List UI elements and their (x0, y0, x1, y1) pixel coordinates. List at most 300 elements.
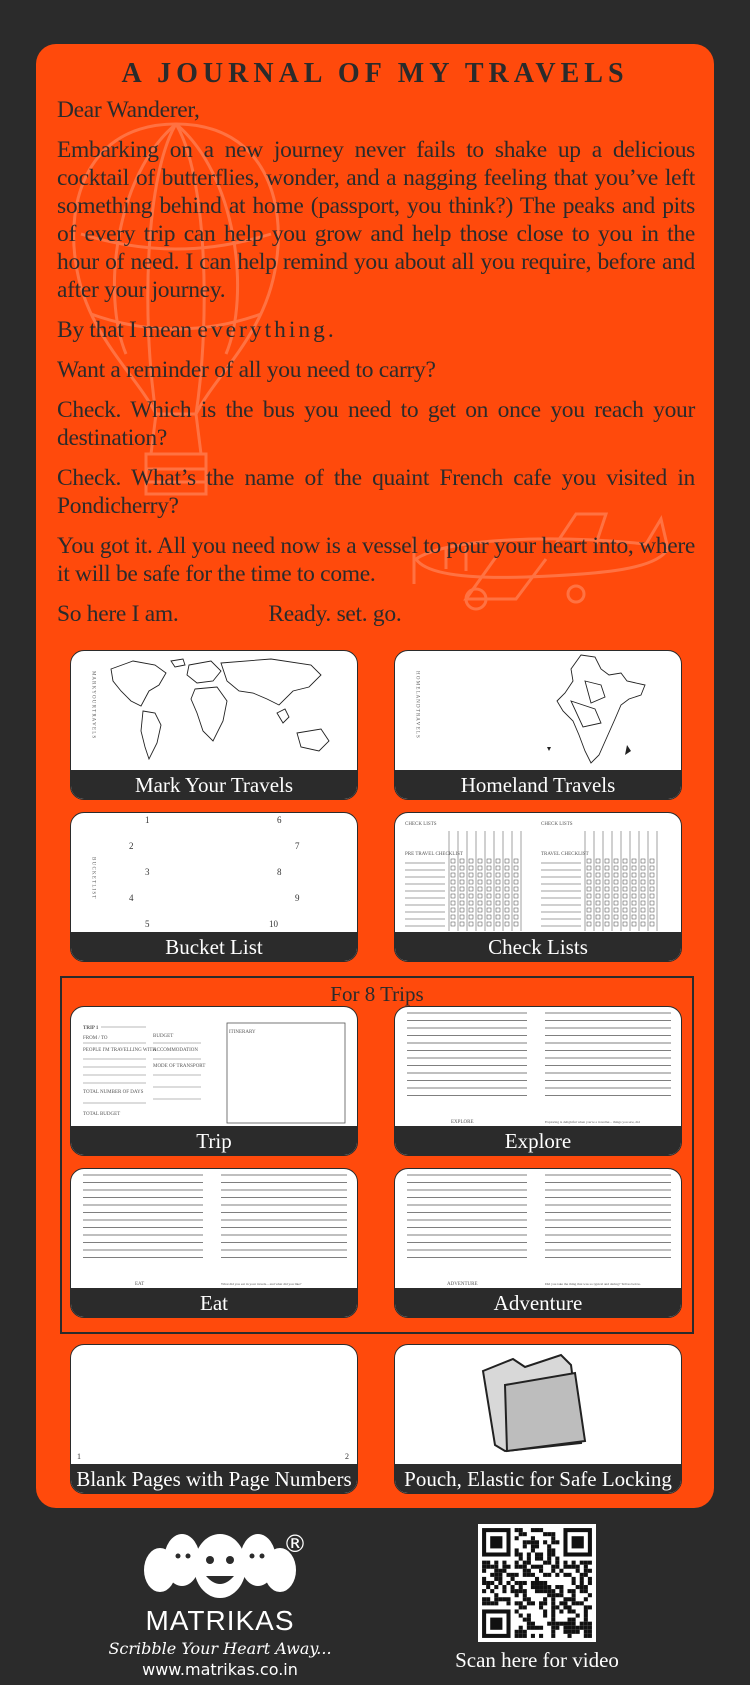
qr-module (576, 1630, 580, 1634)
qr-module (515, 1630, 519, 1634)
checkbox-icon (596, 866, 600, 870)
checkbox-icon (451, 894, 455, 898)
checkbox-icon (469, 915, 473, 919)
qr-module (539, 1605, 543, 1609)
qr-module (584, 1569, 588, 1573)
qr-module (576, 1585, 580, 1589)
checkbox-icon (487, 894, 491, 898)
checkbox-icon (650, 908, 654, 912)
checkbox-icon (496, 894, 500, 898)
qr-module (506, 1573, 510, 1577)
qr-module (543, 1589, 547, 1593)
check-lists-preview (395, 813, 681, 933)
checkbox-icon (587, 880, 591, 884)
checkbox-icon (587, 894, 591, 898)
card-homeland-travels (394, 650, 682, 800)
card-label-bucket-list: Bucket List (71, 932, 357, 961)
qr-module (568, 1609, 572, 1613)
qr-module (568, 1565, 572, 1569)
qr-module (580, 1577, 584, 1581)
qr-module (543, 1609, 547, 1613)
qr-module (539, 1569, 543, 1573)
checkbox-icon (632, 901, 636, 905)
qr-module (584, 1589, 588, 1593)
qr-module (535, 1557, 539, 1561)
checkbox-icon (469, 922, 473, 926)
qr-module (539, 1601, 543, 1605)
qr-module (555, 1557, 559, 1561)
trip-field-budget: BUDGET (153, 1034, 174, 1039)
qr-module (559, 1622, 563, 1626)
qr-module (568, 1605, 572, 1609)
qr-module (519, 1528, 523, 1532)
qr-module (551, 1536, 555, 1540)
trip-field-number: TOTAL NUMBER OF DAYS (83, 1090, 144, 1095)
bucket-num-3: 3 (145, 867, 150, 877)
checkbox-icon (451, 887, 455, 891)
qr-module (547, 1544, 551, 1548)
checkbox-icon (487, 880, 491, 884)
qr-module (486, 1565, 490, 1569)
checkbox-icon (596, 887, 600, 891)
qr-module (584, 1614, 588, 1618)
qr-module (547, 1557, 551, 1561)
qr-module (490, 1581, 494, 1585)
qr-module (551, 1626, 555, 1630)
checkbox-icon (632, 908, 636, 912)
qr-module (486, 1597, 490, 1601)
bucket-num-4: 4 (129, 893, 134, 903)
letter-paragraph-6: You got it. All you need now is a vessel to pour your heart into, where it will be safe for the time to come. (57, 533, 695, 587)
qr-module (531, 1573, 535, 1577)
qr-module (506, 1597, 510, 1601)
qr-module (580, 1589, 584, 1593)
qr-module (572, 1561, 576, 1565)
qr-module (531, 1565, 535, 1569)
qr-module (551, 1532, 555, 1536)
qr-module (531, 1585, 535, 1589)
qr-module (527, 1573, 531, 1577)
qr-module (519, 1552, 523, 1556)
checkbox-icon (487, 859, 491, 863)
checkbox-icon (505, 887, 509, 891)
qr-module (572, 1565, 576, 1569)
checkbox-icon (614, 880, 618, 884)
qr-module (563, 1601, 567, 1605)
qr-module (523, 1605, 527, 1609)
qr-module (523, 1565, 527, 1569)
qr-module (547, 1548, 551, 1552)
checkbox-icon (514, 859, 518, 863)
checkbox-icon (487, 887, 491, 891)
checkbox-icon (469, 908, 473, 912)
qr-module (543, 1585, 547, 1589)
qr-module (506, 1565, 510, 1569)
checkbox-icon (614, 873, 618, 877)
eat-footer-right: What did you eat in your travels... and what did you like? (221, 1282, 302, 1286)
qr-module (486, 1585, 490, 1589)
qr-module (506, 1601, 510, 1605)
checkbox-icon (650, 859, 654, 863)
qr-module (563, 1597, 567, 1601)
journal-title: A JOURNAL OF MY TRAVELS (121, 58, 629, 89)
qr-code-icon (478, 1524, 596, 1642)
qr-module (515, 1593, 519, 1597)
trip-field-from: FROM / TO (83, 1036, 108, 1041)
qr-module (519, 1601, 523, 1605)
qr-module (482, 1601, 486, 1605)
checkbox-icon (650, 880, 654, 884)
qr-module (519, 1581, 523, 1585)
qr-module (568, 1630, 572, 1634)
qr-module (584, 1634, 588, 1638)
qr-module (527, 1557, 531, 1561)
qr-module (502, 1569, 506, 1573)
qr-caption: Scan here for video (455, 1648, 619, 1672)
checkbox-icon (460, 873, 464, 877)
qr-module (535, 1577, 539, 1581)
checkbox-icon (487, 915, 491, 919)
qr-module (588, 1634, 592, 1638)
checkbox-icon (596, 894, 600, 898)
qr-module (511, 1585, 515, 1589)
checkbox-icon (514, 908, 518, 912)
qr-module (551, 1540, 555, 1544)
card-label-check-lists: Check Lists (395, 932, 681, 961)
qr-module (535, 1540, 539, 1544)
qr-module (531, 1622, 535, 1626)
qr-module (494, 1601, 498, 1605)
card-label-pouch: Pouch, Elastic for Safe Locking (395, 1464, 681, 1493)
qr-module (486, 1601, 490, 1605)
qr-module (482, 1581, 486, 1585)
qr-module (551, 1609, 555, 1613)
qr-module (547, 1532, 551, 1536)
qr-module (494, 1597, 498, 1601)
checkbox-icon (641, 915, 645, 919)
qr-module (568, 1622, 572, 1626)
qr-module (539, 1557, 543, 1561)
checkbox-icon (505, 894, 509, 898)
checkbox-icon (478, 887, 482, 891)
card-label-trip: Trip (71, 1126, 357, 1155)
qr-module (584, 1565, 588, 1569)
bucket-list-preview (71, 813, 357, 933)
qr-module (490, 1589, 494, 1593)
letter-p2-emphasis: everything. (197, 317, 337, 343)
qr-module (588, 1561, 592, 1565)
checkbox-icon (514, 880, 518, 884)
qr-module (539, 1528, 543, 1532)
letter-p7-a: So here I am. (57, 601, 179, 627)
qr-module (568, 1589, 572, 1593)
qr-module (539, 1552, 543, 1556)
card-check-lists (394, 812, 682, 962)
checkbox-icon (641, 922, 645, 926)
qr-module (523, 1540, 527, 1544)
checkbox-icon (505, 915, 509, 919)
bucket-num-8: 8 (277, 867, 282, 877)
checkbox-icon (596, 901, 600, 905)
checkbox-icon (451, 901, 455, 905)
card-bucket-list (70, 812, 358, 962)
checkbox-icon (650, 922, 654, 926)
qr-module (515, 1552, 519, 1556)
qr-module (527, 1614, 531, 1618)
checkbox-icon (650, 894, 654, 898)
checkbox-icon (650, 887, 654, 891)
qr-module (519, 1626, 523, 1630)
letter-paragraph-4: Check. Which is the bus you need to get on once you reach your destination? (57, 397, 695, 451)
qr-module (527, 1626, 531, 1630)
card-pouch (394, 1344, 682, 1494)
letter-paragraph-2 (57, 316, 695, 344)
checkbox-icon (496, 880, 500, 884)
bucket-num-5: 5 (145, 919, 150, 929)
qr-module (482, 1561, 486, 1565)
qr-module (494, 1561, 498, 1565)
qr-module (543, 1532, 547, 1536)
qr-module (543, 1601, 547, 1605)
checkbox-icon (632, 880, 636, 884)
qr-module (563, 1605, 567, 1609)
qr-module (482, 1597, 486, 1601)
checkbox-icon (514, 887, 518, 891)
blank-pages-preview (71, 1345, 357, 1465)
checkbox-icon (650, 873, 654, 877)
qr-module (580, 1585, 584, 1589)
qr-module (588, 1605, 592, 1609)
qr-module (555, 1605, 559, 1609)
checkbox-icon (623, 880, 627, 884)
qr-module (543, 1581, 547, 1585)
qr-module (498, 1577, 502, 1581)
checkbox-icon (623, 894, 627, 898)
checkbox-icon (632, 894, 636, 898)
trip-heading: TRIP 1 (83, 1026, 99, 1031)
checkbox-icon (650, 901, 654, 905)
qr-module (502, 1589, 506, 1593)
checkbox-icon (478, 901, 482, 905)
checkbox-icon (587, 915, 591, 919)
qr-module (563, 1626, 567, 1630)
letter-paragraph-7 (57, 600, 695, 628)
checkbox-icon (605, 866, 609, 870)
check-sub-right: TRAVEL CHECKLIST (541, 852, 589, 857)
checkbox-icon (451, 915, 455, 919)
qr-module (531, 1626, 535, 1630)
qr-module (519, 1585, 523, 1589)
qr-module (563, 1573, 567, 1577)
qr-module (572, 1589, 576, 1593)
brand-name: MATRIKAS (145, 1605, 295, 1636)
qr-module (572, 1536, 584, 1548)
qr-module (551, 1614, 555, 1618)
qr-module (515, 1561, 519, 1565)
checkbox-icon (632, 873, 636, 877)
qr-code[interactable] (478, 1524, 596, 1642)
adventure-footer-left: ADVENTURE (447, 1282, 478, 1287)
qr-module (551, 1605, 555, 1609)
brand-url: www.matrikas.co.in (142, 1660, 298, 1679)
bucket-num-1: 1 (145, 815, 150, 825)
checkbox-icon (469, 866, 473, 870)
checkbox-icon (632, 859, 636, 863)
qr-module (482, 1589, 486, 1593)
checkbox-icon (605, 880, 609, 884)
adventure-footer (395, 1169, 681, 1289)
card-adventure (394, 1168, 682, 1318)
qr-module (555, 1573, 559, 1577)
qr-module (531, 1540, 535, 1544)
qr-module (494, 1565, 498, 1569)
qr-module (515, 1528, 519, 1532)
qr-module (498, 1573, 502, 1577)
checkbox-icon (614, 894, 618, 898)
check-heading-right: CHECK LISTS (541, 822, 573, 827)
checkbox-icon (596, 908, 600, 912)
qr-module (555, 1585, 559, 1589)
qr-module (531, 1548, 535, 1552)
checkbox-icon (469, 894, 473, 898)
qr-module (559, 1609, 563, 1613)
letter-p2-lead: By that I mean (57, 317, 192, 343)
qr-module (494, 1569, 498, 1573)
qr-module (563, 1561, 567, 1565)
qr-module (490, 1618, 502, 1630)
qr-module (588, 1626, 592, 1630)
qr-module (559, 1593, 563, 1597)
checkbox-icon (614, 908, 618, 912)
bucket-num-2: 2 (129, 841, 134, 851)
checkbox-icon (460, 894, 464, 898)
qr-module (523, 1569, 527, 1573)
checkbox-icon (460, 859, 464, 863)
qr-module (535, 1581, 539, 1585)
qr-module (572, 1597, 576, 1601)
qr-module (551, 1634, 555, 1638)
qr-module (523, 1618, 527, 1622)
checkbox-icon (596, 880, 600, 884)
qr-module (535, 1565, 539, 1569)
explore-footer-left: EXPLORE (451, 1120, 474, 1125)
qr-module (547, 1593, 551, 1597)
checkbox-icon (460, 922, 464, 926)
qr-module (588, 1622, 592, 1626)
checkbox-icon (587, 908, 591, 912)
qr-module (580, 1601, 584, 1605)
checkbox-icon (505, 901, 509, 905)
card-label-explore: Explore (395, 1126, 681, 1155)
qr-module (519, 1532, 523, 1536)
checkbox-icon (478, 915, 482, 919)
qr-module (572, 1593, 576, 1597)
checkbox-icon (623, 922, 627, 926)
qr-module (568, 1634, 572, 1638)
qr-module (547, 1573, 551, 1577)
checkbox-icon (587, 887, 591, 891)
qr-module (580, 1626, 584, 1630)
qr-module (551, 1618, 555, 1622)
qr-module (527, 1622, 531, 1626)
checkbox-icon (469, 880, 473, 884)
qr-module (482, 1577, 486, 1581)
checkbox-icon (641, 887, 645, 891)
eat-footer (71, 1169, 357, 1289)
trip-field-total: TOTAL BUDGET (83, 1112, 121, 1117)
qr-module (498, 1597, 502, 1601)
trip-field-mode: MODE OF TRANSPORT (153, 1064, 206, 1069)
qr-module (519, 1565, 523, 1569)
qr-module (584, 1626, 588, 1630)
qr-module (527, 1618, 531, 1622)
qr-module (515, 1536, 519, 1540)
qr-module (543, 1614, 547, 1618)
trip-field-accom: ACCOMMODATION (153, 1048, 199, 1053)
checkbox-icon (451, 859, 455, 863)
checkbox-icon (614, 915, 618, 919)
qr-module (494, 1573, 498, 1577)
checkbox-icon (487, 873, 491, 877)
qr-module (572, 1618, 576, 1622)
qr-module (527, 1597, 531, 1601)
checkbox-icon (605, 922, 609, 926)
qr-module (576, 1565, 580, 1569)
checkbox-icon (478, 908, 482, 912)
eat-footer-left: EAT (135, 1282, 145, 1287)
qr-module (559, 1601, 563, 1605)
checkbox-icon (451, 873, 455, 877)
checkbox-icon (623, 887, 627, 891)
qr-module (543, 1540, 547, 1544)
check-heading: CHECK LISTS (405, 822, 437, 827)
checkbox-icon (496, 901, 500, 905)
bucket-num-6: 6 (277, 815, 282, 825)
checkbox-icon (514, 922, 518, 926)
checkbox-icon (623, 908, 627, 912)
qr-module (531, 1544, 535, 1548)
checkbox-icon (496, 908, 500, 912)
qr-module (572, 1609, 576, 1613)
checkbox-icon (487, 922, 491, 926)
qr-module (498, 1569, 502, 1573)
india-map-icon (395, 651, 681, 771)
qr-module (515, 1601, 519, 1605)
checkbox-icon (496, 859, 500, 863)
qr-module (584, 1618, 588, 1622)
checkbox-icon (641, 866, 645, 870)
qr-module (511, 1573, 515, 1577)
qr-module (535, 1544, 539, 1548)
checkbox-icon (469, 887, 473, 891)
card-label-adventure: Adventure (395, 1288, 681, 1317)
checkbox-icon (614, 887, 618, 891)
checkbox-icon (514, 901, 518, 905)
qr-module (527, 1569, 531, 1573)
qr-module (551, 1597, 555, 1601)
world-map-icon (71, 651, 357, 771)
qr-module (543, 1573, 547, 1577)
qr-module (494, 1585, 498, 1589)
qr-module (486, 1561, 490, 1565)
qr-module (588, 1581, 592, 1585)
checkbox-icon (605, 887, 609, 891)
homeland-side-text: H O M E L A N D T R A V E L S (414, 671, 420, 738)
matrikas-logo (100, 1530, 340, 1680)
letter-paragraph-3: Want a reminder of all you need to carry? (57, 357, 436, 383)
trip-page-preview (71, 1007, 357, 1127)
checkbox-icon (460, 901, 464, 905)
